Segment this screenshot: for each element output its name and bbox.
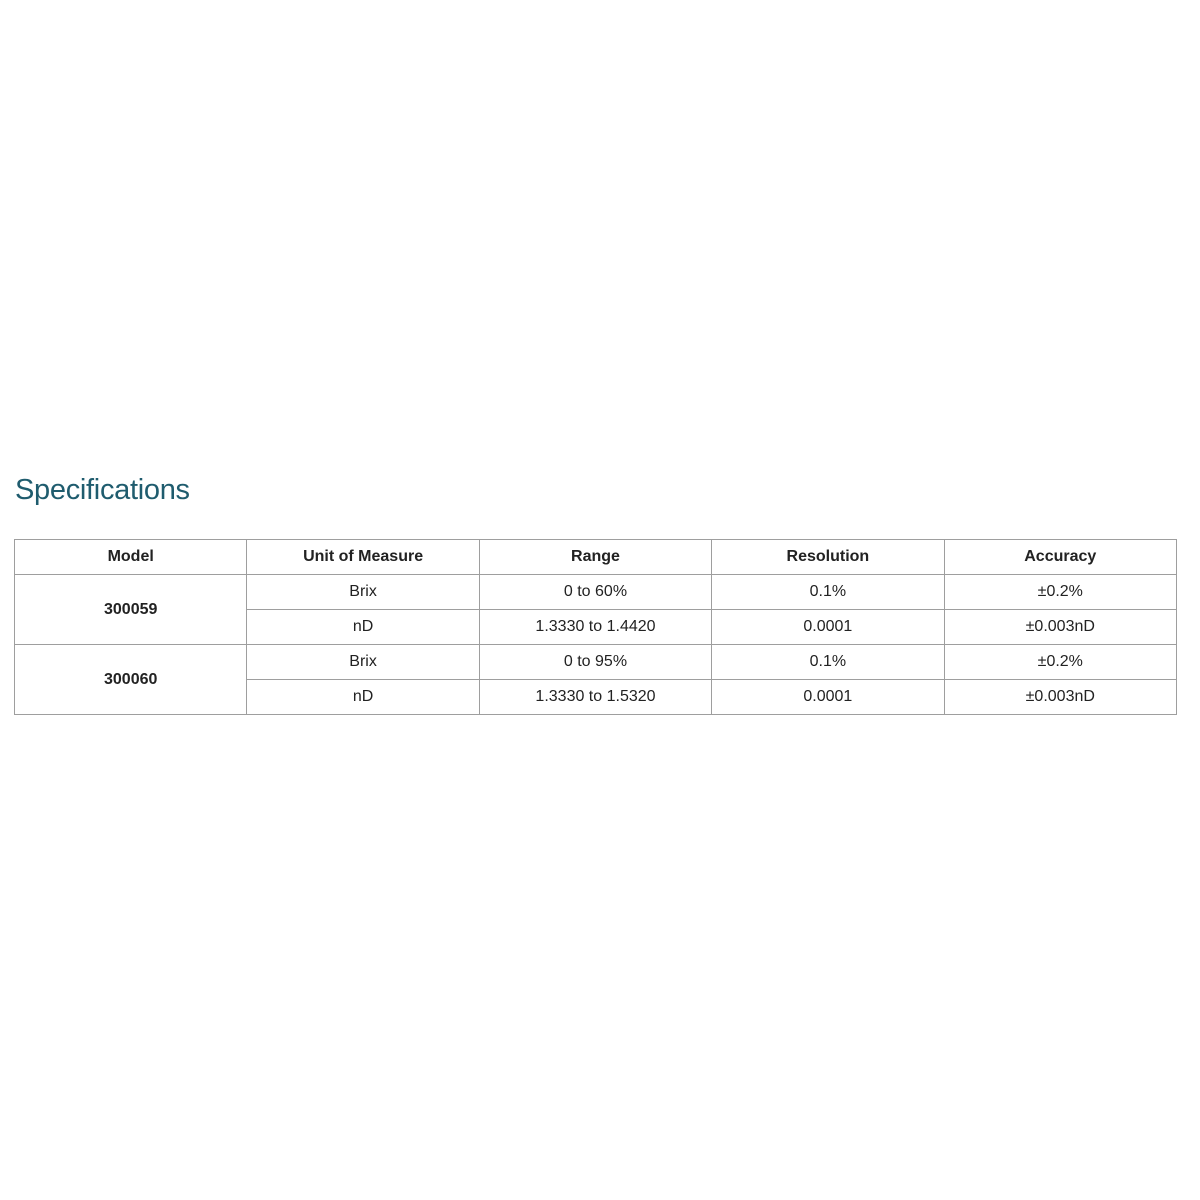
page-title: Specifications <box>15 474 190 506</box>
resolution-cell: 0.1% <box>712 645 944 680</box>
resolution-cell: 0.1% <box>712 575 944 610</box>
unit-cell: nD <box>247 610 479 645</box>
header-model: Model <box>15 540 247 575</box>
unit-cell: nD <box>247 680 479 715</box>
range-cell: 0 to 95% <box>479 645 711 680</box>
range-cell: 0 to 60% <box>479 575 711 610</box>
model-cell: 300059 <box>15 575 247 645</box>
unit-cell: Brix <box>247 575 479 610</box>
specifications-table <box>14 539 1177 715</box>
accuracy-cell: ±0.2% <box>944 575 1176 610</box>
header-unit-of-measure: Unit of Measure <box>247 540 479 575</box>
resolution-cell: 0.0001 <box>712 610 944 645</box>
accuracy-cell: ±0.003nD <box>944 680 1176 715</box>
header-resolution: Resolution <box>712 540 944 575</box>
range-cell: 1.3330 to 1.5320 <box>479 680 711 715</box>
unit-cell: Brix <box>247 645 479 680</box>
header-accuracy: Accuracy <box>944 540 1176 575</box>
model-cell: 300060 <box>15 645 247 715</box>
table-header-row <box>15 540 1177 575</box>
table-row <box>15 645 1177 680</box>
accuracy-cell: ±0.2% <box>944 645 1176 680</box>
resolution-cell: 0.0001 <box>712 680 944 715</box>
range-cell: 1.3330 to 1.4420 <box>479 610 711 645</box>
accuracy-cell: ±0.003nD <box>944 610 1176 645</box>
header-range: Range <box>479 540 711 575</box>
table-row <box>15 575 1177 610</box>
